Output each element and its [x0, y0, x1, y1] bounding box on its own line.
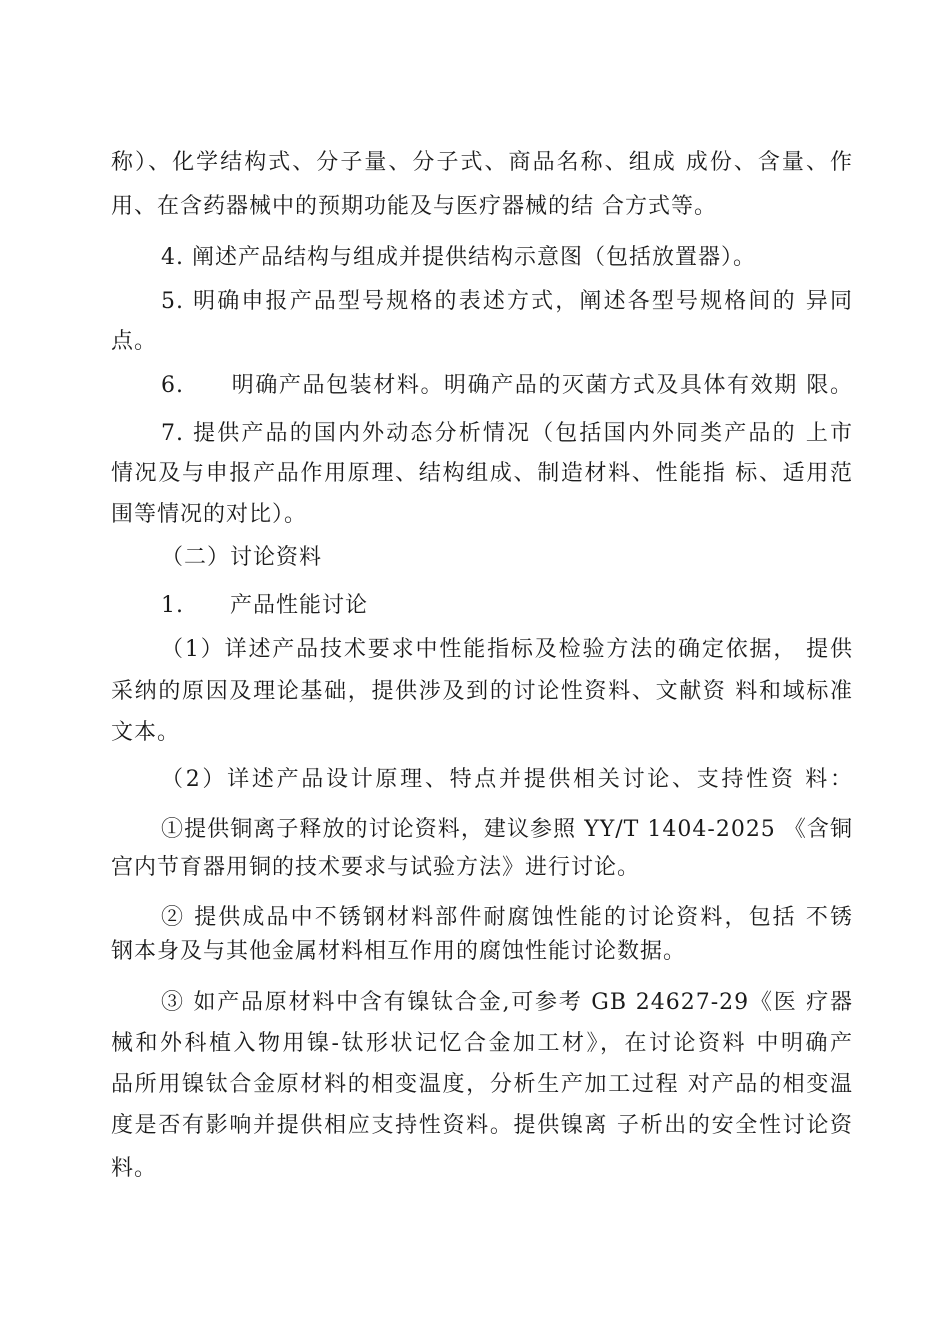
text-line: ①提供铜离子释放的讨论资料，建议参照 YY/T 1404-2025 《含铜	[161, 817, 853, 842]
text-line: （1）详述产品技术要求中性能指标及检验方法的确定依据， 提供	[161, 637, 853, 662]
text-line: 宫内节育器用铜的技术要求与试验方法》进行讨论。	[111, 855, 641, 880]
text-line: 情况及与申报产品作用原理、结构组成、制造材料、性能指 标、适用范	[111, 461, 853, 486]
text-line: 围等情况的对比）。	[111, 502, 308, 527]
text-line: 械和外科植入物用镍-钛形状记忆合金加工材》，在讨论资料 中明确产	[111, 1031, 853, 1056]
text-line: 5. 明确申报产品型号规格的表述方式，阐述各型号规格间的 异同	[161, 289, 853, 314]
text-line: 6. 明确产品包装材料。明确产品的灭菌方式及具体有效期 限。	[161, 373, 853, 398]
text-line: 文本。	[111, 720, 181, 745]
section-heading: （二）讨论资料	[161, 545, 323, 570]
text-line: 点。	[111, 329, 158, 354]
text-line: 度是否有影响并提供相应支持性资料。提供镍离 子析出的安全性讨论资	[111, 1113, 853, 1138]
text-line: （2）详述产品设计原理、特点并提供相关讨论、支持性资 料：	[161, 767, 853, 792]
text-line: 品所用镍钛合金原材料的相变温度，分析生产加工过程 对产品的相变温	[111, 1072, 853, 1097]
text-line: 7. 提供产品的国内外动态分析情况（包括国内外同类产品的 上市	[161, 421, 853, 446]
text-line: 钢本身及与其他金属材料相互作用的腐蚀性能讨论数据。	[111, 939, 687, 964]
text-line: ③ 如产品原材料中含有镍钛合金,可参考 GB 24627-29《医 疗器	[161, 990, 853, 1015]
subsection-heading: 1. 产品性能讨论	[161, 593, 368, 618]
text-line: 料。	[111, 1156, 158, 1181]
text-line: 用、在含药器械中的预期功能及与医疗器械的结 合方式等。	[111, 194, 717, 219]
text-line: 称）、化学结构式、分子量、分子式、商品名称、组成 成份、含量、作	[111, 150, 853, 175]
text-line: 采纳的原因及理论基础，提供涉及到的讨论性资料、文献资 料和域标准	[111, 679, 853, 704]
text-line: 4. 阐述产品结构与组成并提供结构示意图（包括放置器）。	[161, 245, 756, 270]
text-line: ② 提供成品中不锈钢材料部件耐腐蚀性能的讨论资料，包括 不锈	[161, 905, 853, 930]
